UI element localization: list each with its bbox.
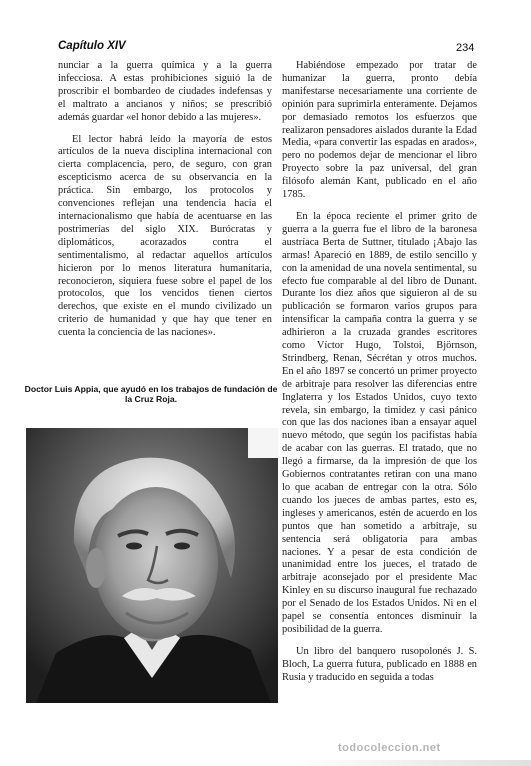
paragraph: Un libro del banquero rusopolonés J. S. Bloch, La guerra futura, publicado en 1888 en Rusia y traducido en seguida a todas [282,645,477,683]
paragraph: Habiéndose empezado por tratar de humanizar la guerra, pronto debía manifestarse necesariamente una corriente de opinión para suprimirla enteramente. Dejamos por demasiado remotos los esfuerzos que realizaron pensadores aislados durante la Edad Media, «para convertir las espadas en arados», pero no podemos dejar de mencionar el libro Proyecto sobre la paz universal, del gran filósofo alemán Kant, publicado en el año 1785. [282,60,477,201]
left-text-column [58,60,272,340]
watermark-suffix: .net [419,742,441,754]
figure-caption: Doctor Luis Appia, que ayudó en los trabajos de fundación de la Cruz Roja. [24,384,278,405]
chapter-heading: Capítulo XIV [58,40,126,52]
site-watermark [338,742,441,754]
right-text-column [282,60,477,685]
paragraph: El lector habrá leído la mayoría de estos artículos de la nueva disciplina internacional con cierta complacencia, pero, de seguro, con gran escepticismo acerca de su observancia en la práctica. Sin embargo, los protocolos y convenciones reflejan una tendencia hacia el internacionalismo que había de acentuarse en las postrimerías del siglo XIX. Burócratas y diplomáticos, acorazados contra el sentimentalismo, al redactar aquellos artículos hicieron por lo menos literatura humanitaria, reconocieron, siquiera fuese sobre el papel de los protocolos, que los vencidos tienen ciertos derechos, que existe en el mundo civilizado un criterio de humanidad y que hay que tener en cuenta la conciencia de las naciones». [58,133,272,339]
paragraph-continuation: nunciar a la guerra química y a la guerra infecciosa. A estas prohibiciones siguió la de proscribir el bombardeo de ciudades indefensas y el maltrato a ancianos y niños; se prescribió además guardar «el honor debido a las mujeres». [58,60,272,123]
watermark-text: todocoleccion [338,742,420,754]
page-number: 234 [456,42,475,54]
paragraph: En la época reciente el primer grito de guerra a la guerra fue el libro de la baronesa austríaca Berta de Suttner, titulado ¡Abajo las armas! Apareció en 1889, de estilo sencillo y con la amenidad de una novela sentimental, su efecto fue comparable al del libro de Dunant. Durante los diez años que siguieron al de su publicación se formaron varios grupos para intensificar la campaña contra la guerra y se adhirieron a la cruzada grandes escritores como Víctor Hugo, Tolstoi, Björnson, Strindberg, Renan, Sécrétan y otros muchos. En el año 1897 se concertó un primer proyecto de arbitraje para resolver las diferencias entre Inglaterra y los Estados Unidos, cuyo texto revela, sin embargo, la timidez y casi pánico con que las dos naciones iban a ensayar aquel nuevo método, que según los pacifistas había de acabar con las guerras. El tratado, que no llegó a firmarse, da la impresión de que los Gobiernos contratantes retiran con una mano lo que acaban de entregar con la otra. Sólo cuando los jueces de ambas partes, esto es, ingleses y americanos, estén de acuerdo en los puntos que han sometido a arbitraje, su sentencia será obligatoria para ambas naciones. Y a pesar de esta condición de unanimidad entre los jueces, el tratado de arbitraje aconsejado por el presidente Mac Kinley en su discurso inaugural fue rechazado por el Senado de los Estados Unidos. Ni en el papel se consentía entonces disminuir la posibilidad de la guerra. [282,210,477,635]
portrait-illustration [26,428,278,703]
bottom-edge [0,760,531,766]
portrait-photo [26,428,278,703]
